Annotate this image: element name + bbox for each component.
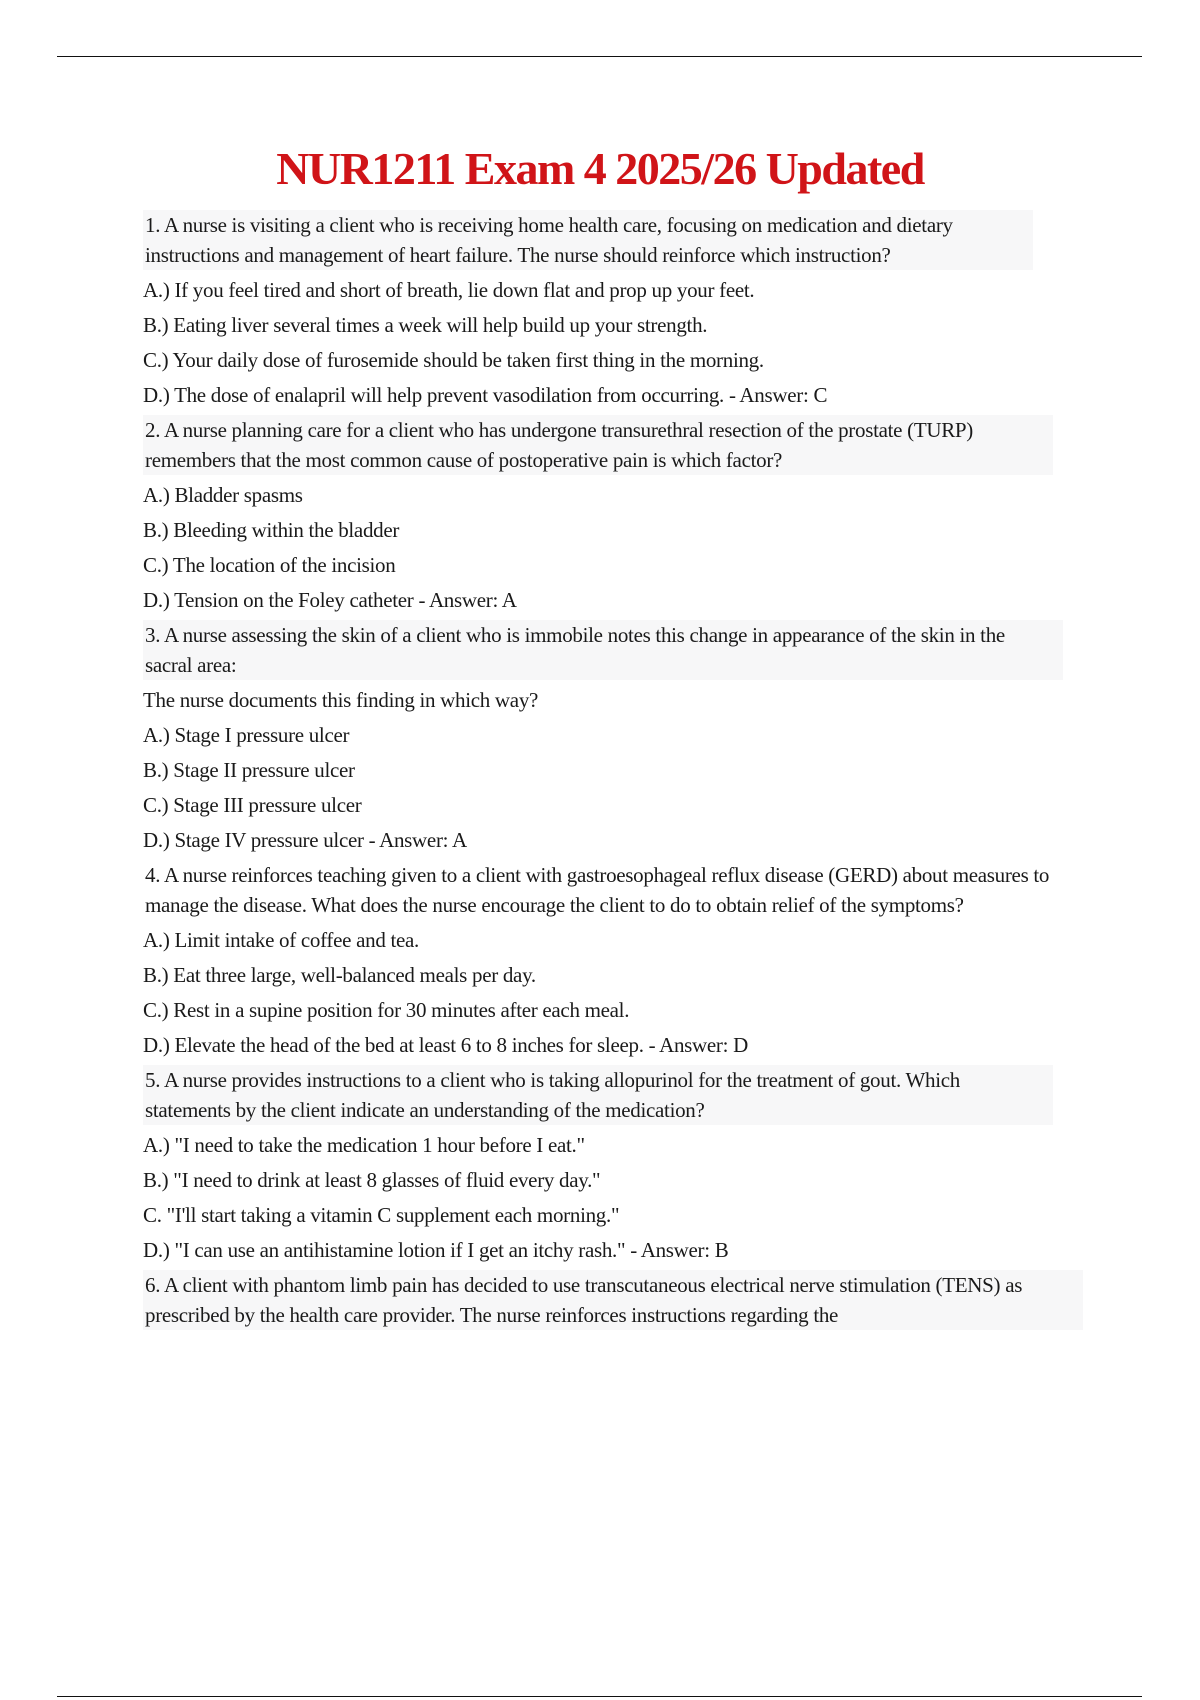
answer-option: D.) The dose of enalapril will help prevent vasodilation from occurring. - Answer: C (143, 383, 828, 407)
question-stem: 3. A nurse assessing the skin of a client who is immobile notes this change in appearance of the skin in the sacral area: (143, 620, 1063, 680)
question-stem: 4. A nurse reinforces teaching given to a client with gastroesophageal reflux disease (GERD) about measures to manage the disease. What does the nurse encourage the client to do to obtain relief of the symptoms? (143, 860, 1083, 920)
answer-option: B.) Eating liver several times a week will help build up your strength. (143, 313, 708, 337)
question-stem: 1. A nurse is visiting a client who is receiving home health care, focusing on medication and dietary instructions and management of heart failure. The nurse should reinforce which instruction? (143, 210, 1033, 270)
answer-option: A.) "I need to take the medication 1 hour before I eat." (143, 1133, 585, 1157)
answer-option: B.) "I need to drink at least 8 glasses of fluid every day." (143, 1168, 601, 1192)
question-3 (143, 620, 1083, 855)
answer-option: A.) If you feel tired and short of breath, lie down flat and prop up your feet. (143, 278, 755, 302)
answer-option: A.) Bladder spasms (143, 483, 303, 507)
answer-option: A.) Limit intake of coffee and tea. (143, 928, 419, 952)
answer-option: B.) Eat three large, well-balanced meals per day. (143, 963, 536, 987)
question-6 (143, 1270, 1083, 1330)
answer-option: D.) "I can use an antihistamine lotion if I get an itchy rash." - Answer: B (143, 1238, 729, 1262)
question-stem: 5. A nurse provides instructions to a client who is taking allopurinol for the treatment of gout. Which statements by the client indicate an understanding of the medication? (143, 1065, 1053, 1125)
answer-option: C. "I'll start taking a vitamin C supplement each morning." (143, 1203, 620, 1227)
answer-option: D.) Stage IV pressure ulcer - Answer: A (143, 828, 467, 852)
answer-option: D.) Tension on the Foley catheter - Answer: A (143, 588, 517, 612)
answer-option: B.) Stage II pressure ulcer (143, 758, 355, 782)
question-5 (143, 1065, 1083, 1265)
answer-option: C.) Your daily dose of furosemide should be taken first thing in the morning. (143, 348, 764, 372)
question-followup: The nurse documents this finding in which way? (143, 688, 539, 712)
question-4 (143, 860, 1083, 1060)
page-title: NUR1211 Exam 4 2025/26 Updated (276, 143, 924, 194)
answer-option: C.) Stage III pressure ulcer (143, 793, 362, 817)
top-rule (57, 56, 1142, 57)
bottom-rule (57, 1696, 1142, 1697)
answer-option: B.) Bleeding within the bladder (143, 518, 400, 542)
answer-option: C.) The location of the incision (143, 553, 396, 577)
question-1 (143, 210, 1083, 410)
answer-option: A.) Stage I pressure ulcer (143, 723, 350, 747)
question-list (143, 210, 1083, 1335)
question-stem: 2. A nurse planning care for a client who has undergone transurethral resection of the prostate (TURP) remembers that the most common cause of postoperative pain is which factor? (143, 415, 1053, 475)
question-stem: 6. A client with phantom limb pain has decided to use transcutaneous electrical nerve stimulation (TENS) as prescribed by the health care provider. The nurse reinforces instructions regarding the (143, 1270, 1083, 1330)
answer-option: D.) Elevate the head of the bed at least 6 to 8 inches for sleep. - Answer: D (143, 1033, 748, 1057)
answer-option: C.) Rest in a supine position for 30 minutes after each meal. (143, 998, 630, 1022)
question-2 (143, 415, 1083, 615)
